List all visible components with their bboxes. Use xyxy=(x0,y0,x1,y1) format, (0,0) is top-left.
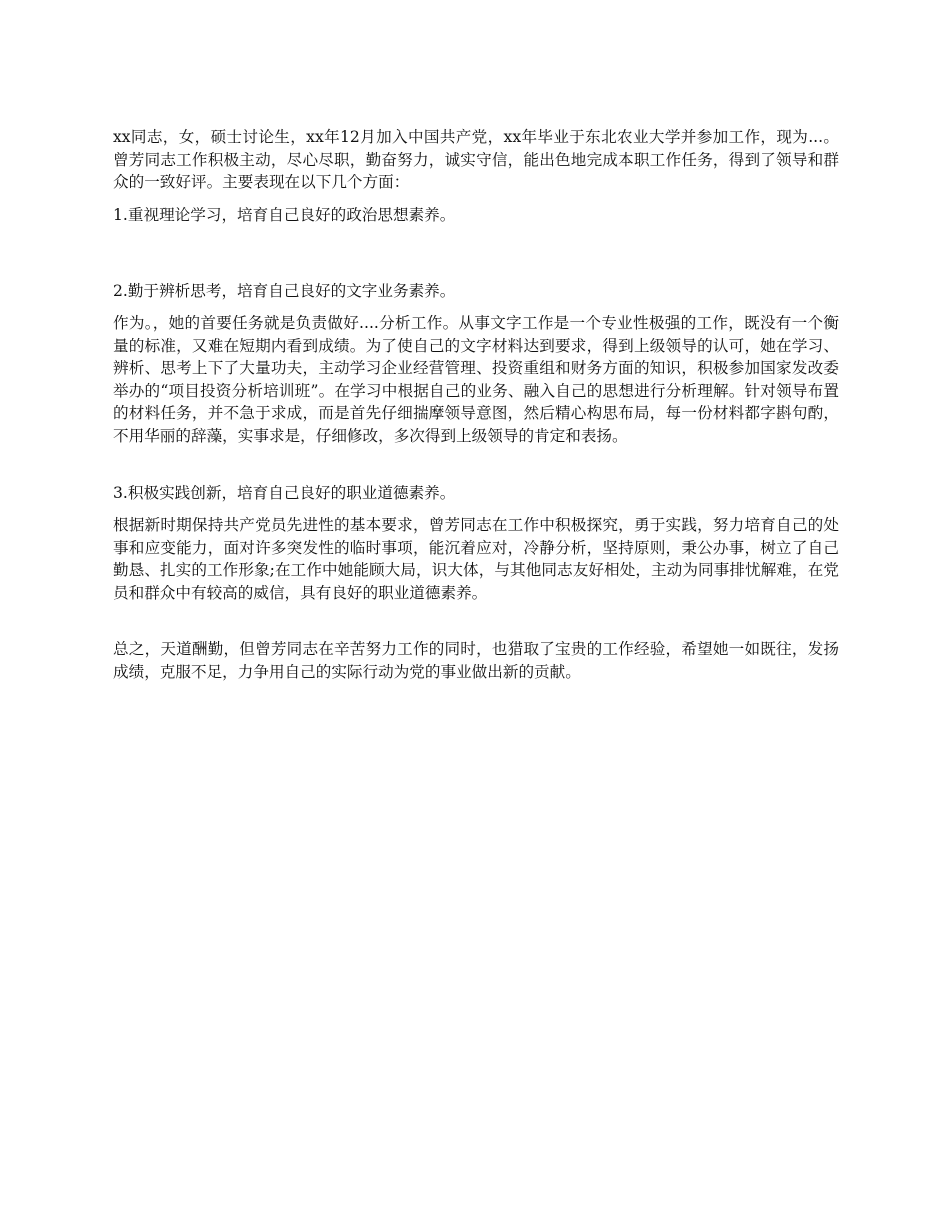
section-heading-3: 3.积极实践创新，培育自己良好的职业道德素养。 xyxy=(113,484,456,502)
conclusion-paragraph: 总之，天道酬勤，但曾芳同志在辛苦努力工作的同时，也猎取了宝贵的工作经验，希望她一如既往，发扬成绩，克服不足，力争用自己的实际行动为党的事业做出新的贡献。 xyxy=(113,640,839,681)
section-heading-2: 2.勤于辨析思考，培育自己良好的文字业务素养。 xyxy=(113,282,456,300)
section-2-paragraph: 作为。，她的首要任务就是负责做好....分析工作。从事文字工作是一个专业性极强的工作，既没有一个衡量的标准，又难在短期内看到成绩。为了使自己的文字材料达到要求，得到上级领导的认可，她在学习、辨析、思考上下了大量功夫，主动学习企业经营管理、投资重组和财务方面的知识，积极参加国家发改委举办的“项目投资分析培训班”。在学习中根据自己的业务、融入自己的思想进行分析理解。针对领导布置的材料任务，并不急于求成，而是首先仔细揣摩领导意图，然后精心构思布局，每一份材料都字斟句酌，不用华丽的辞藻，实事求是，仔细修改，多次得到上级领导的肯定和表扬。 xyxy=(113,314,839,445)
section-3-paragraph: 根据新时期保持共产党员先进性的基本要求，曾芳同志在工作中积极探究，勇于实践，努力培育自己的处事和应变能力，面对许多突发性的临时事项，能沉着应对，冷静分析，坚持原则，秉公办事，树立了自己勤恳、扎实的工作形象;在工作中她能顾大局，识大体，与其他同志友好相处，主动为同事排忧解难，在党员和群众中有较高的威信，具有良好的职业道德素养。 xyxy=(113,516,839,602)
document-body xyxy=(113,126,839,684)
section-heading-1: 1.重视理论学习，培育自己良好的政治思想素养。 xyxy=(113,206,456,224)
intro-paragraph: xx同志，女，硕士讨论生，xx年12月加入中国共产党，xx年毕业于东北农业大学并参加工作，现为...。曾芳同志工作积极主动，尽心尽职，勤奋努力，诚实守信，能出色地完成本职工作任务，得到了领导和群众的一致好评。主要表现在以下几个方面： xyxy=(113,128,839,191)
